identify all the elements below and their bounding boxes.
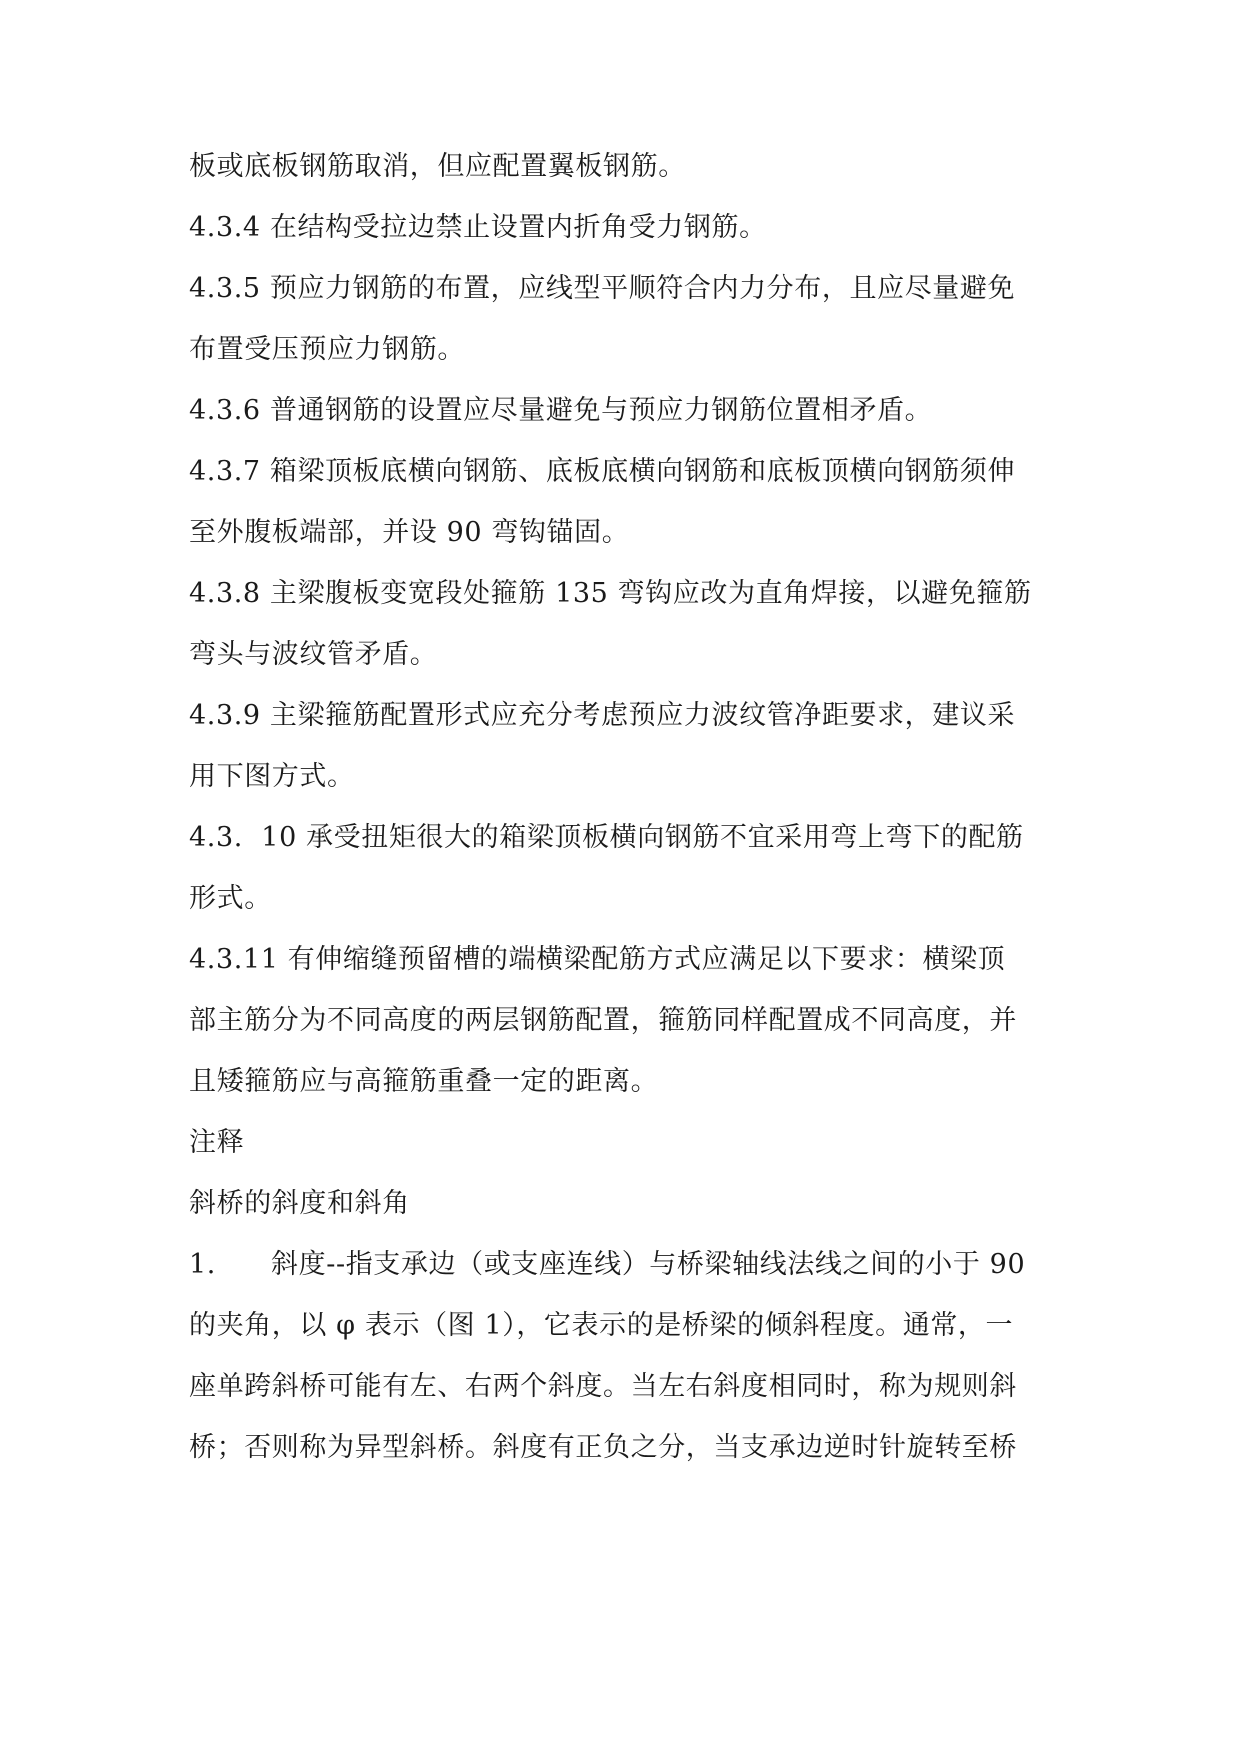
text-line: 座单跨斜桥可能有左、右两个斜度。当左右斜度相同时，称为规则斜: [189, 1371, 1017, 1402]
text-line: 4.3.11 有伸缩缝预留槽的端横梁配筋方式应满足以下要求：横梁顶: [189, 944, 1006, 975]
text-line: 4.3. 10 承受扭矩很大的箱梁顶板横向钢筋不宜采用弯上弯下的配筋: [189, 822, 1024, 853]
text-line: 4.3.8 主梁腹板变宽段处箍筋 135 弯钩应改为直角焊接，以避免箍筋: [189, 578, 1032, 609]
text-line: 1. 斜度--指支承边（或支座连线）与桥梁轴线法线之间的小于 90: [189, 1249, 1026, 1280]
text-line: 桥；否则称为异型斜桥。斜度有正负之分，当支承边逆时针旋转至桥: [189, 1432, 1017, 1463]
text-line: 且矮箍筋应与高箍筋重叠一定的距离。: [189, 1066, 659, 1097]
text-line: 用下图方式。: [189, 761, 355, 792]
text-line: 至外腹板端部，并设 90 弯钩锚固。: [189, 517, 630, 548]
text-line: 注释: [189, 1127, 245, 1158]
text-line: 形式。: [189, 883, 272, 914]
text-line: 4.3.9 主梁箍筋配置形式应充分考虑预应力波纹管净距要求，建议采: [189, 700, 1016, 731]
text-line: 4.3.4 在结构受拉边禁止设置内折角受力钢筋。: [189, 212, 767, 243]
text-line: 4.3.6 普通钢筋的设置应尽量避免与预应力钢筋位置相矛盾。: [189, 395, 933, 426]
text-line: 斜桥的斜度和斜角: [189, 1188, 410, 1219]
text-line: 4.3.5 预应力钢筋的布置，应线型平顺符合内力分布，且应尽量避免: [189, 273, 1016, 304]
text-line: 布置受压预应力钢筋。: [189, 334, 465, 365]
text-line: 板或底板钢筋取消，但应配置翼板钢筋。: [189, 151, 686, 182]
text-line: 4.3.7 箱梁顶板底横向钢筋、底板底横向钢筋和底板顶横向钢筋须伸: [189, 456, 1016, 487]
text-line: 弯头与波纹管矛盾。: [189, 639, 438, 670]
text-line: 的夹角，以 φ 表示（图 1），它表示的是桥梁的倾斜程度。通常，一: [189, 1310, 1014, 1341]
text-line: 部主筋分为不同高度的两层钢筋配置，箍筋同样配置成不同高度，并: [189, 1005, 1017, 1036]
